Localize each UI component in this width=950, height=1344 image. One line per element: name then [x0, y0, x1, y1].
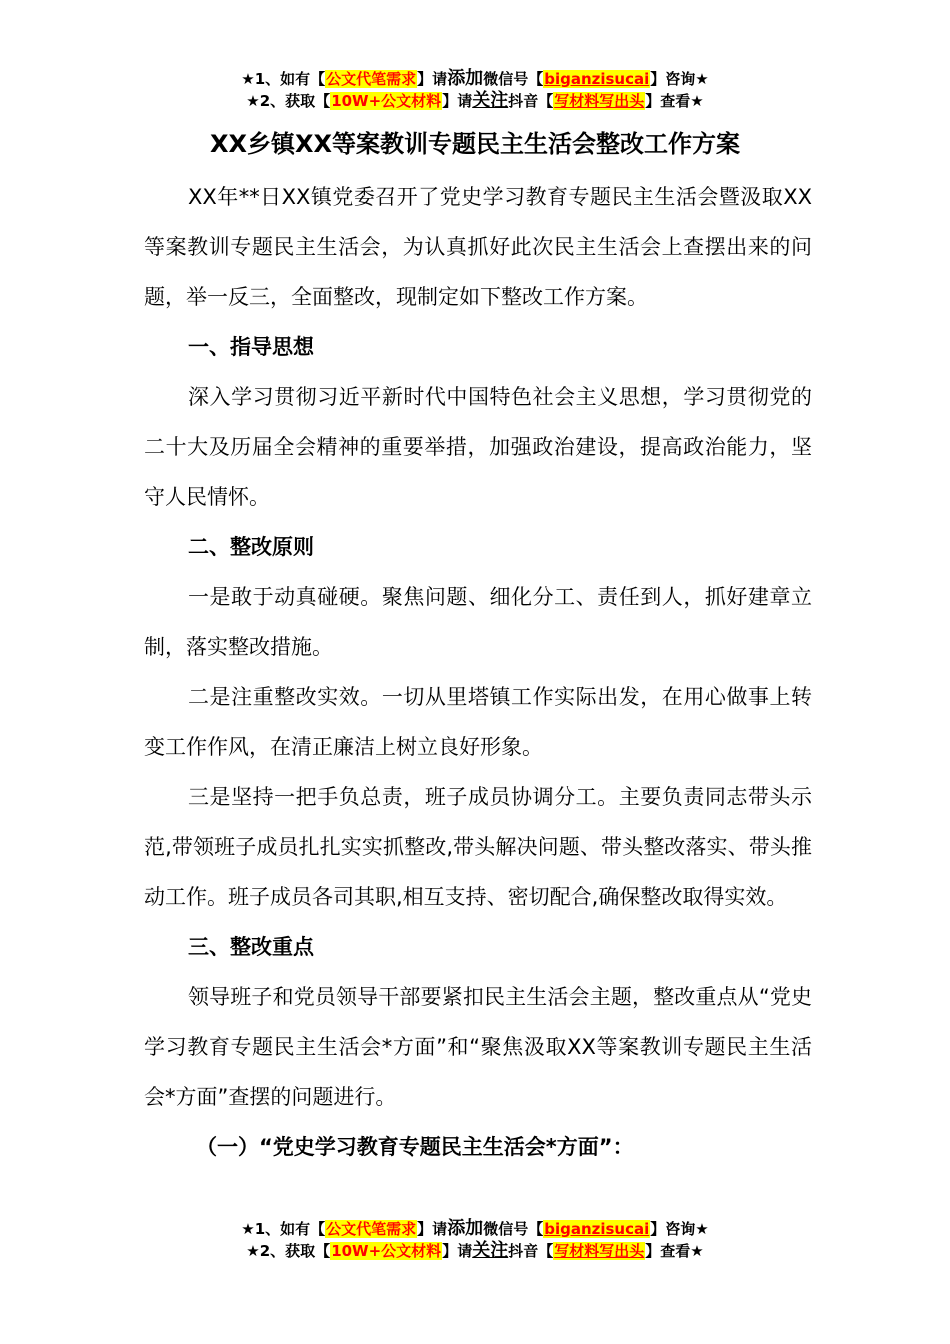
highlight-douyin-id: 写材料写出头 [554, 1242, 645, 1260]
banner-text: 抖音【 [508, 92, 554, 110]
section-heading-principles: 二、整改原则 [188, 535, 314, 559]
intro-paragraph: XX年**日XX镇党委召开了党史学习教育专题民主生活会暨汲取XX等案教训专题民主生活会，为认真抓好此次民主生活会上查摆出来的问题，举一反三，全面整改，现制定如下整改工作方案。 [144, 185, 812, 309]
banner-emphasis: 添加 [447, 68, 484, 89]
top-banner [0, 68, 950, 112]
highlight-service: 公文代笔需求 [326, 1220, 417, 1238]
banner-emphasis: 关注 [472, 90, 509, 111]
document-title: XX乡镇XX等案教训专题民主生活会整改工作方案 [209, 130, 740, 158]
banner-text: ★2、获取【 [246, 1242, 331, 1260]
banner-text: ★1、如有【 [241, 70, 326, 88]
subsection-heading: （一）“党史学习教育专题民主生活会*方面”： [196, 1135, 634, 1159]
bottom-banner [0, 1218, 950, 1262]
highlight-service: 公文代笔需求 [326, 70, 417, 88]
banner-text: 抖音【 [508, 1242, 554, 1260]
banner-text: 】咨询★ [650, 70, 709, 88]
banner-text: ★2、获取【 [246, 92, 331, 110]
banner-text: 】咨询★ [650, 1220, 709, 1238]
banner-text: 】请 [442, 92, 473, 110]
document-body [144, 172, 812, 1172]
highlight-wechat-id: biganzisucai [544, 70, 650, 88]
section-paragraph: 一是敢于动真碰硬。聚焦问题、细化分工、责任到人，抓好建章立制，落实整改措施。 [144, 585, 812, 659]
section-heading-focus: 三、整改重点 [188, 935, 314, 959]
section-paragraph: 领导班子和党员领导干部要紧扣民主生活会主题，整改重点从“党史学习教育专题民主生活会*方面”和“聚焦汲取XX等案教训专题民主生活会*方面”查摆的问题进行。 [144, 985, 812, 1109]
banner-text: 】请 [417, 70, 448, 88]
banner-text: 】查看★ [645, 92, 704, 110]
section-paragraph: 三是坚持一把手负总责，班子成员协调分工。主要负责同志带头示范,带领班子成员扎扎实实抓整改,带头解决问题、带头整改落实、带头推动工作。班子成员各司其职,相互支持、密切配合,确保整改取得实效。 [144, 785, 812, 909]
banner-line-2 [0, 1240, 950, 1262]
highlight-douyin-id: 写材料写出头 [554, 92, 645, 110]
highlight-materials: 10W+公文材料 [331, 1242, 442, 1260]
section-paragraph: 二是注重整改实效。一切从里塔镇工作实际出发，在用心做事上转变工作作风，在清正廉洁上树立良好形象。 [144, 685, 812, 759]
banner-text: 微信号【 [483, 70, 544, 88]
banner-text: 微信号【 [483, 1220, 544, 1238]
section-paragraph: 深入学习贯彻习近平新时代中国特色社会主义思想，学习贯彻党的二十大及历届全会精神的重要举措，加强政治建设，提高政治能力，坚守人民情怀。 [144, 385, 812, 509]
banner-text: 】请 [417, 1220, 448, 1238]
banner-emphasis: 添加 [447, 1218, 484, 1239]
section-heading-guiding-ideology: 一、指导思想 [188, 335, 314, 359]
banner-line-1 [0, 68, 950, 90]
banner-text: 】请 [442, 1242, 473, 1260]
highlight-materials: 10W+公文材料 [331, 92, 442, 110]
banner-text: ★1、如有【 [241, 1220, 326, 1238]
highlight-wechat-id: biganzisucai [544, 1220, 650, 1238]
banner-line-2 [0, 90, 950, 112]
banner-text: 】查看★ [645, 1242, 704, 1260]
banner-emphasis: 关注 [472, 1240, 509, 1261]
banner-line-1 [0, 1218, 950, 1240]
